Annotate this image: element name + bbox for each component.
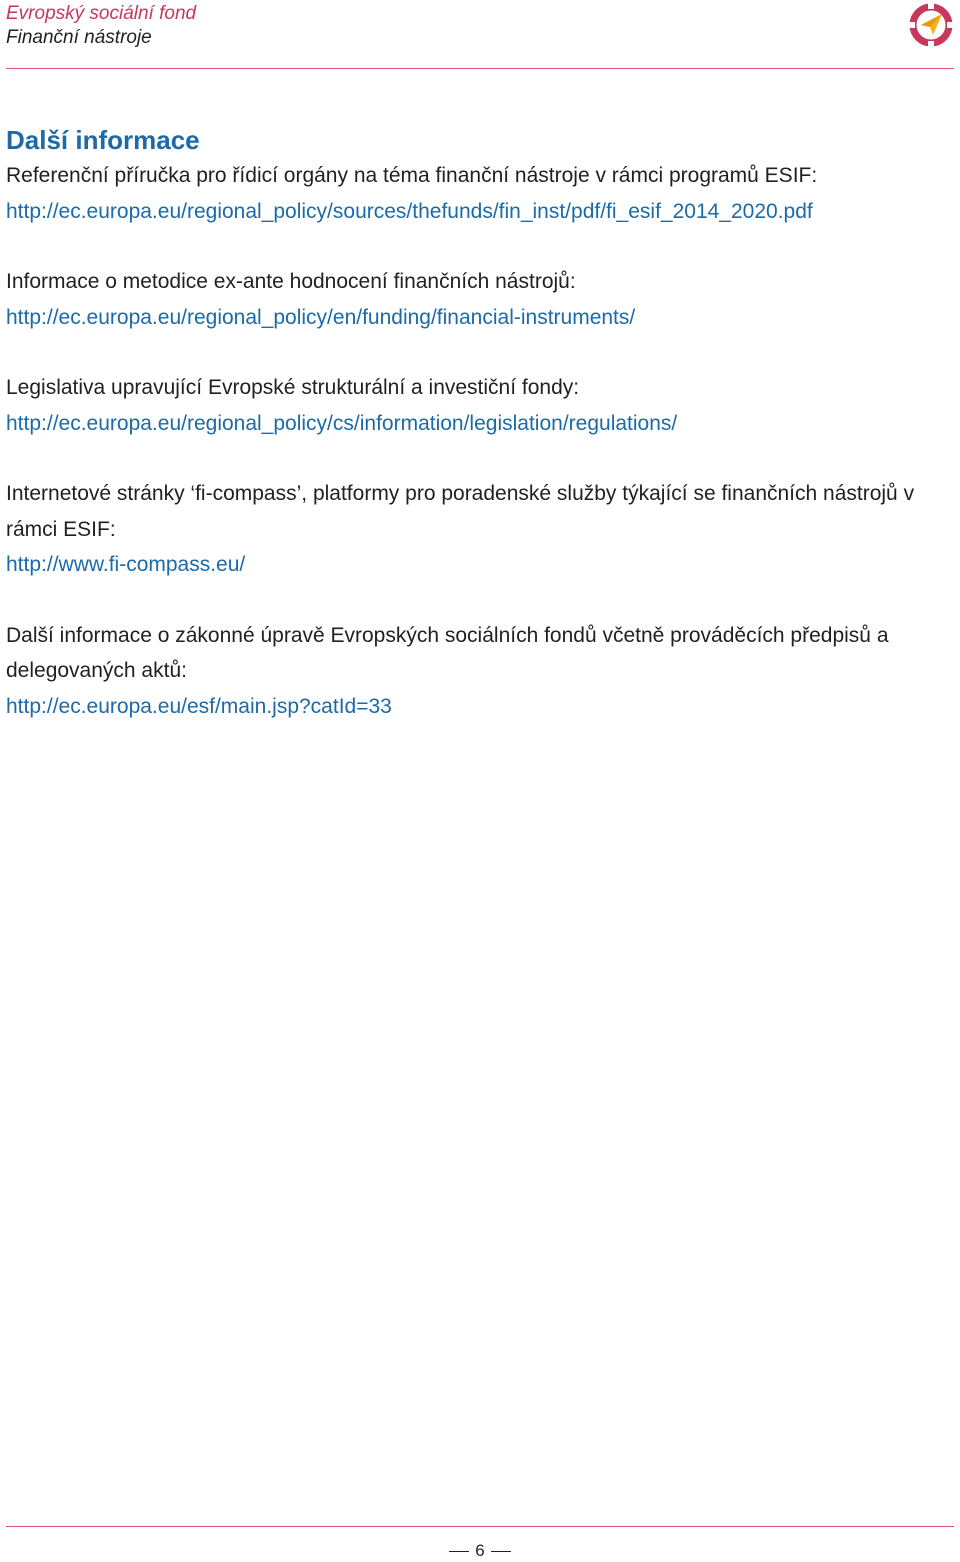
info-link[interactable]: http://ec.europa.eu/regional_policy/en/funding/financial-instruments/ <box>6 305 636 329</box>
info-link[interactable]: http://ec.europa.eu/regional_policy/sources/thefunds/fin_inst/pdf/fi_esif_2014_2020.pdf <box>6 199 813 223</box>
info-block-ex-ante <box>6 264 946 335</box>
info-text: Informace o metodice ex-ante hodnocení finančních nástrojů: <box>6 270 576 293</box>
info-text: Internetové stránky ‘fi-compass’, platformy pro poradenské služby týkající se finančních nástrojů v rámci ESIF: <box>6 482 915 541</box>
page-header <box>6 0 954 69</box>
page-footer <box>0 1540 960 1562</box>
main-content <box>6 122 946 759</box>
section-heading: Další informace <box>6 125 200 155</box>
info-block-reference-guide <box>6 158 946 229</box>
info-link[interactable]: http://ec.europa.eu/regional_policy/cs/information/legislation/regulations/ <box>6 411 678 435</box>
header-subtitle: Finanční nástroje <box>6 27 152 48</box>
info-block-legislation <box>6 370 946 441</box>
page-number-dash-left <box>449 1551 469 1552</box>
compass-logo-icon <box>908 2 954 48</box>
info-text: Referenční příručka pro řídicí orgány na téma finanční nástroje v rámci programů ESIF: <box>6 164 818 187</box>
page-number: 6 <box>475 1541 485 1560</box>
info-link[interactable]: http://ec.europa.eu/esf/main.jsp?catId=33 <box>6 694 392 718</box>
info-text: Legislativa upravující Evropské strukturální a investiční fondy: <box>6 376 580 399</box>
info-block-fi-compass <box>6 476 946 583</box>
info-block-esf-legal <box>6 618 946 725</box>
info-link[interactable]: http://www.fi-compass.eu/ <box>6 553 246 576</box>
info-text: Další informace o zákonné úpravě Evropských sociálních fondů včetně prováděcích předpisů a delegovaných aktů: <box>6 623 889 682</box>
header-title: Evropský sociální fond <box>6 3 197 24</box>
footer-divider <box>6 1526 954 1527</box>
page-number-dash-right <box>491 1551 511 1552</box>
